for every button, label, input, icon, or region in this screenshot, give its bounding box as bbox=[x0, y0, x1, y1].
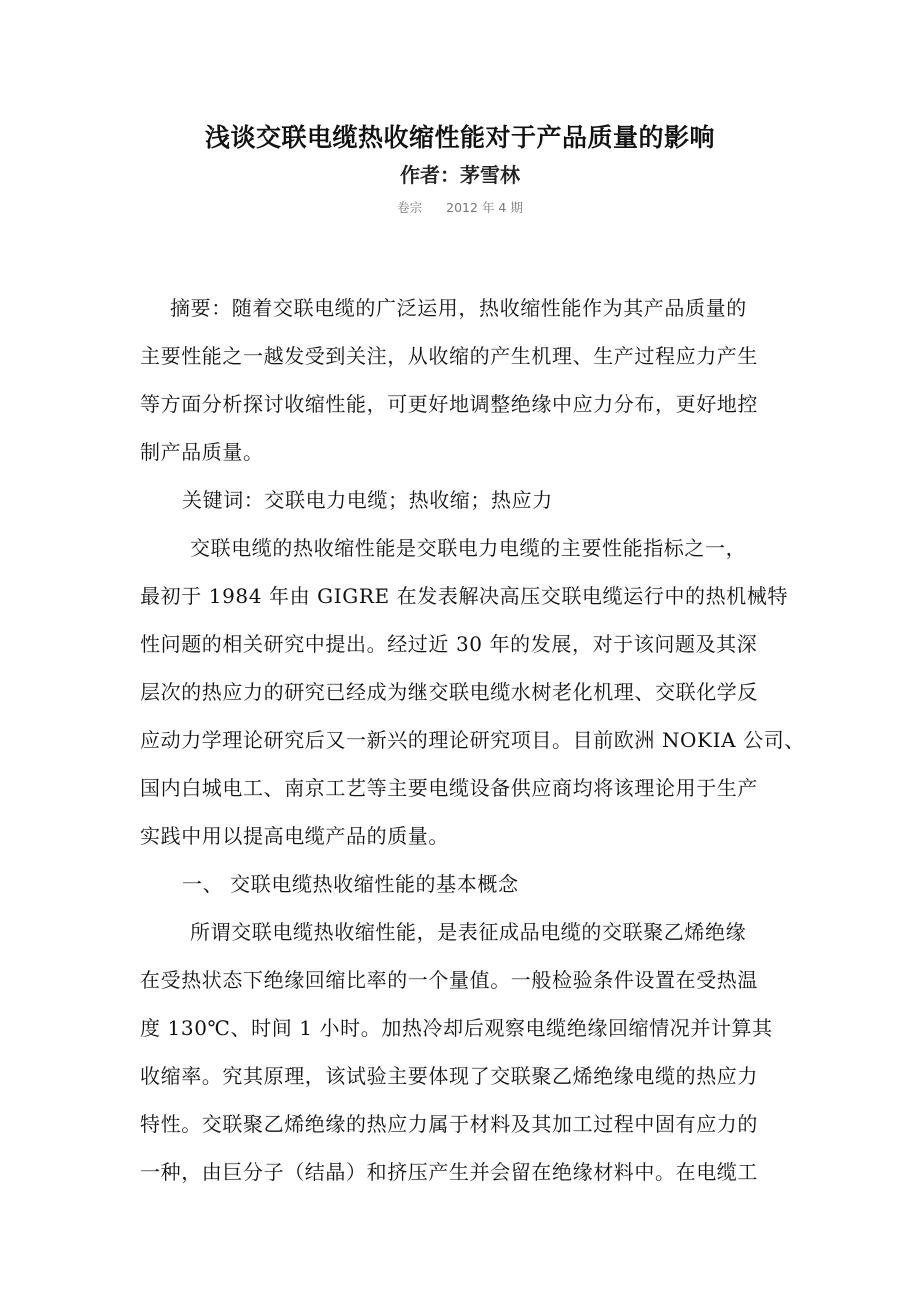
source-journal: 卷宗 bbox=[397, 200, 423, 215]
paragraph-line: 国内白城电工、南京工艺等主要电缆设备供应商均将该理论用于生产 bbox=[140, 776, 758, 800]
paragraph-line: 收缩率。究其原理，该试验主要体现了交联聚乙烯绝缘电缆的热应力 bbox=[140, 1064, 758, 1088]
paragraph-line: 应动力学理论研究后又一新兴的理论研究项目。目前欧洲 NOKIA 公司、 bbox=[140, 728, 805, 752]
paragraph-line: 所谓交联电缆热收缩性能，是表征成品电缆的交联聚乙烯绝缘 bbox=[190, 920, 747, 944]
article-author: 作者：茅雪林 bbox=[400, 163, 520, 187]
abstract-line: 制产品质量。 bbox=[140, 440, 264, 464]
paragraph-line: 一种，由巨分子（结晶）和挤压产生并会留在绝缘材料中。在电缆工 bbox=[140, 1160, 758, 1184]
article-title: 浅谈交联电缆热收缩性能对于产品质量的影响 bbox=[204, 123, 715, 152]
abstract-line: 摘要：随着交联电缆的广泛运用，热收缩性能作为其产品质量的 bbox=[170, 296, 747, 320]
paragraph-line: 实践中用以提高电缆产品的质量。 bbox=[140, 824, 449, 848]
paragraph-line: 最初于 1984 年由 GIGRE 在发表解决高压交联电缆运行中的热机械特 bbox=[140, 584, 789, 608]
section-heading: 一、 交联电缆热收缩性能的基本概念 bbox=[182, 872, 519, 896]
paragraph-line: 性问题的相关研究中提出。经过近 30 年的发展，对于该问题及其深 bbox=[140, 632, 758, 656]
abstract-line: 主要性能之一越发受到关注，从收缩的产生机理、生产过程应力产生 bbox=[140, 344, 758, 368]
paragraph-line: 层次的热应力的研究已经成为继交联电缆水树老化机理、交联化学反 bbox=[140, 680, 758, 704]
paragraph-line: 在受热状态下绝缘回缩比率的一个量值。一般检验条件设置在受热温 bbox=[140, 968, 758, 992]
source-issue: 2012 年 4 期 bbox=[446, 200, 523, 215]
keywords-line: 关键词：交联电力电缆；热收缩；热应力 bbox=[182, 488, 553, 512]
article-source bbox=[0, 198, 920, 218]
paragraph-line: 交联电缆的热收缩性能是交联电力电缆的主要性能指标之一， bbox=[190, 536, 747, 560]
article-body bbox=[140, 284, 805, 1196]
abstract-line: 等方面分析探讨收缩性能，可更好地调整绝缘中应力分布，更好地控 bbox=[140, 392, 758, 416]
paragraph-line: 度 130℃、时间 1 小时。加热冷却后观察电缆绝缘回缩情况并计算其 bbox=[140, 1016, 773, 1040]
paragraph-line: 特性。交联聚乙烯绝缘的热应力属于材料及其加工过程中固有应力的 bbox=[140, 1112, 758, 1136]
